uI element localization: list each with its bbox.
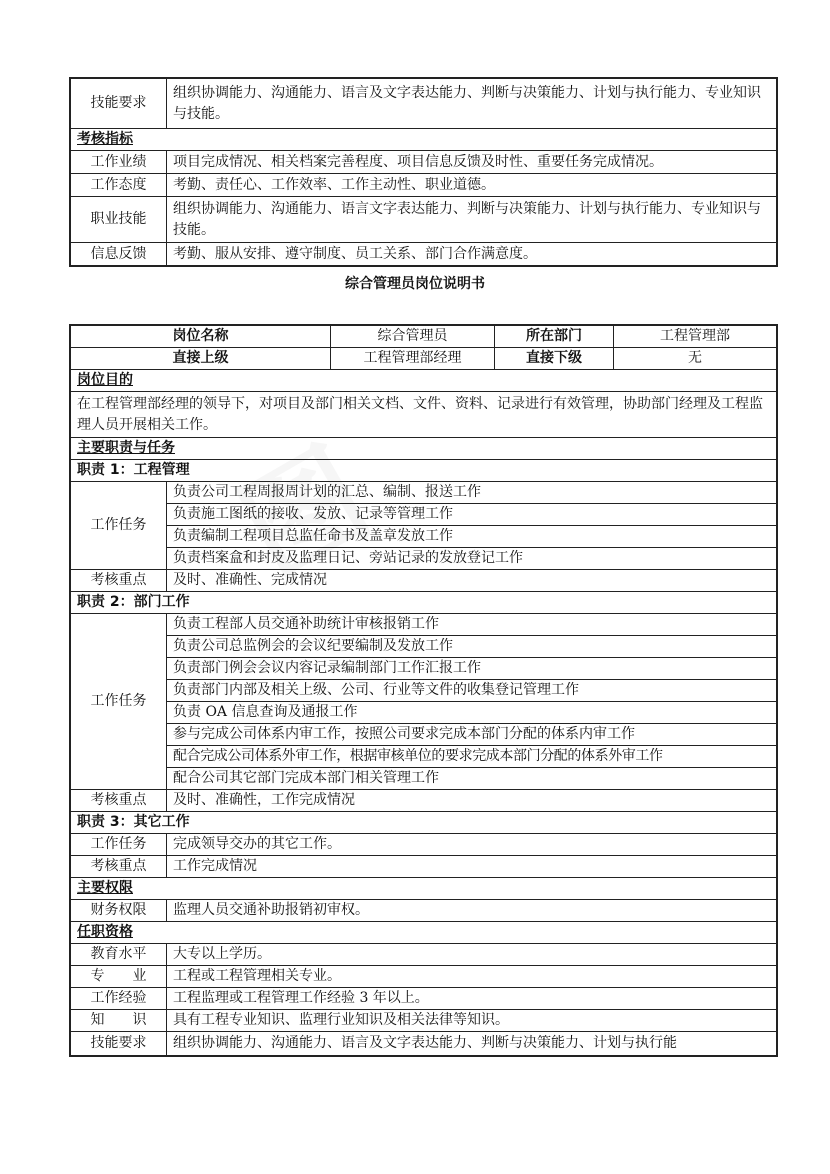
duties-header-text: 主要职责与任务 (77, 440, 175, 456)
task-item: 负责部门例会会议内容记录编制部门工作汇报工作 (167, 658, 777, 680)
row-text: 组织协调能力、沟通能力、语言文字表达能力、判断与决策能力、计划与执行能力、专业知识与技能。 (167, 197, 777, 243)
task-item: 配合完成公司体系外审工作，根据审核单位的要求完成本部门分配的体系外审工作 (167, 746, 777, 768)
purpose-header-text: 岗位目的 (77, 372, 133, 388)
duty2-focus-label: 考核重点 (71, 790, 167, 812)
skill-text: 组织协调能力、沟通能力、语言及文字表达能力、判断与决策能力、计划与执行能力、专业知识与技能。 (167, 79, 777, 129)
duty1-task-label: 工作任务 (71, 482, 167, 570)
previous-job-table (70, 78, 777, 266)
task-item: 参与完成公司体系内审工作，按照公司要求完成本部门分配的体系内审工作 (167, 724, 777, 746)
dept-label: 所在部门 (495, 326, 614, 348)
task-item: 负责工程部人员交通补助统计审核报销工作 (167, 614, 777, 636)
job-description-table (70, 325, 777, 1056)
skill-label: 技能要求 (71, 79, 167, 129)
duty2-task-label: 工作任务 (71, 614, 167, 790)
duty3-focus-label: 考核重点 (71, 856, 167, 878)
duty1-focus-label: 考核重点 (71, 570, 167, 592)
duty3-task: 完成领导交办的其它工作。 (167, 834, 777, 856)
duty1-title: 职责 1：工程管理 (71, 460, 777, 482)
task-item: 负责公司总监例会的会议纪要编制及发放工作 (167, 636, 777, 658)
dept: 工程管理部 (614, 326, 777, 348)
row-text: 项目完成情况、相关档案完善程度、项目信息反馈及时性、重要任务完成情况。 (167, 151, 777, 174)
qual-text: 组织协调能力、沟通能力、语言及文字表达能力、判断与决策能力、计划与执行能 (167, 1032, 777, 1056)
purpose-text: 在工程管理部经理的领导下，对项目及部门相关文档、文件、资料、记录进行有效管理，协助部门经理及工程监理人员开展相关工作。 (71, 392, 777, 438)
qual-text: 大专以上学历。 (167, 944, 777, 966)
qual-header (71, 922, 777, 944)
subordinate-label: 直接下级 (495, 348, 614, 370)
post-name-label: 岗位名称 (71, 326, 331, 348)
duty2-focus: 及时、准确性，工作完成情况 (167, 790, 777, 812)
duty2-title: 职责 2：部门工作 (71, 592, 777, 614)
task-item: 负责公司工程周报周计划的汇总、编制、报送工作 (167, 482, 777, 504)
task-item: 负责部门内部及相关上级、公司、行业等文件的收集登记管理工作 (167, 680, 777, 702)
duty3-title: 职责 3：其它工作 (71, 812, 777, 834)
authority: 监理人员交通补助报销初审权。 (167, 900, 777, 922)
subordinate: 无 (614, 348, 777, 370)
row-text: 考勤、责任心、工作效率、工作主动性、职业道德。 (167, 174, 777, 197)
qual-text: 工程或工程管理相关专业。 (167, 966, 777, 988)
authority-header (71, 878, 777, 900)
qual-label: 知 识 (71, 1010, 167, 1032)
assess-header (71, 129, 777, 151)
task-item: 负责编制工程项目总监任命书及盖章发放工作 (167, 526, 777, 548)
row-label: 信息反馈 (71, 243, 167, 266)
row-label: 工作态度 (71, 174, 167, 197)
row-label: 工作业绩 (71, 151, 167, 174)
qual-text: 具有工程专业知识、监理行业知识及相关法律等知识。 (167, 1010, 777, 1032)
duty3-focus: 工作完成情况 (167, 856, 777, 878)
superior-label: 直接上级 (71, 348, 331, 370)
qual-label: 工作经验 (71, 988, 167, 1010)
row-text: 考勤、服从安排、遵守制度、员工关系、部门合作满意度。 (167, 243, 777, 266)
task-item: 负责施工图纸的接收、发放、记录等管理工作 (167, 504, 777, 526)
qual-label: 专 业 (71, 966, 167, 988)
task-item: 配合公司其它部门完成本部门相关管理工作 (167, 768, 777, 790)
duty3-task-label: 工作任务 (71, 834, 167, 856)
task-item: 负责 OA 信息查询及通报工作 (167, 702, 777, 724)
qual-header-text: 任职资格 (77, 924, 133, 940)
purpose-header (71, 370, 777, 392)
assess-header-text: 考核指标 (77, 131, 133, 147)
authority-label: 财务权限 (71, 900, 167, 922)
row-label: 职业技能 (71, 197, 167, 243)
task-item: 负责档案盒和封皮及监理日记、旁站记录的发放登记工作 (167, 548, 777, 570)
doc-title: 综合管理员岗位说明书 (345, 276, 485, 292)
post-name: 综合管理员 (331, 326, 495, 348)
qual-label: 技能要求 (71, 1032, 167, 1056)
qual-label: 教育水平 (71, 944, 167, 966)
superior: 工程管理部经理 (331, 348, 495, 370)
authority-header-text: 主要权限 (77, 880, 133, 896)
qual-text: 工程监理或工程管理工作经验 3 年以上。 (167, 988, 777, 1010)
duty1-focus: 及时、准确性、完成情况 (167, 570, 777, 592)
duties-header (71, 438, 777, 460)
